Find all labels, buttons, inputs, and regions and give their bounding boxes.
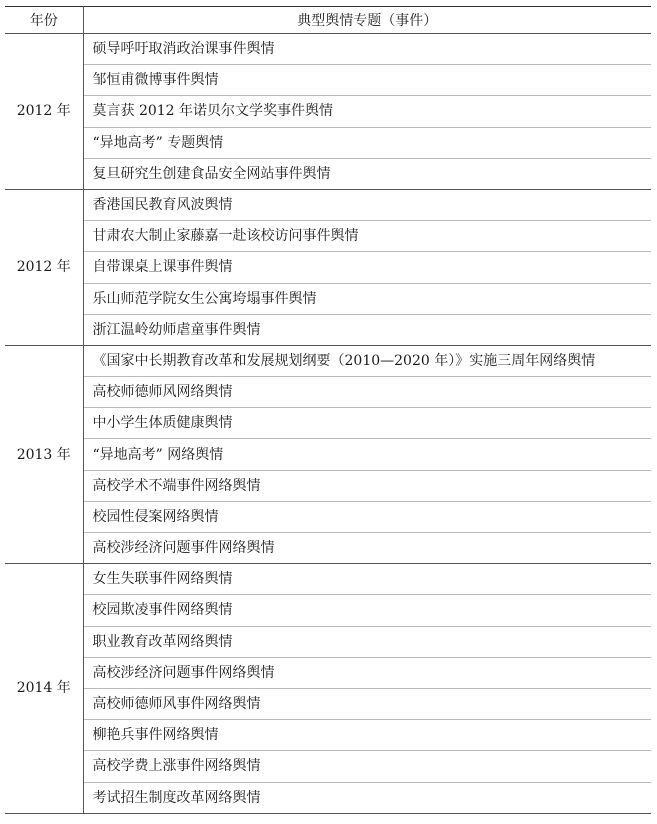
topic-cell: 乐山师范学院女生公寓垮塌事件舆情: [83, 283, 651, 314]
topic-cell: 高校涉经济问题事件网络舆情: [83, 533, 651, 564]
year-cell: 2012 年: [5, 34, 83, 190]
topic-cell: 女生失联事件网络舆情: [83, 564, 651, 595]
table-row: [5, 720, 651, 751]
topic-cell: 校园性侵案网络舆情: [83, 501, 651, 532]
topic-cell: 《国家中长期教育改革和发展规划纲要（2010—2020 年）》实施三周年网络舆情: [83, 345, 651, 376]
table-row: [5, 189, 651, 220]
table-row: [5, 533, 651, 564]
topic-cell: 考试招生制度改革网络舆情: [83, 782, 651, 813]
topic-cell: 柳艳兵事件网络舆情: [83, 720, 651, 751]
table-body: [5, 34, 651, 814]
topic-cell: 中小学生体质健康舆情: [83, 408, 651, 439]
topic-cell: 浙江温岭幼师虐童事件舆情: [83, 314, 651, 345]
header-topic: 典型舆情专题（事件）: [83, 7, 651, 34]
table-row: [5, 626, 651, 657]
table-row: [5, 439, 651, 470]
table-row: [5, 221, 651, 252]
table-row: [5, 345, 651, 376]
topic-cell: 香港国民教育风波舆情: [83, 189, 651, 220]
topic-cell: 莫言获 2012 年诺贝尔文学奖事件舆情: [83, 96, 651, 127]
header-year: 年份: [5, 7, 83, 34]
topic-cell: 职业教育改革网络舆情: [83, 626, 651, 657]
table-row: [5, 96, 651, 127]
table-row: [5, 65, 651, 96]
events-table: [5, 6, 651, 814]
topic-cell: 校园欺凌事件网络舆情: [83, 595, 651, 626]
topic-cell: 高校学术不端事件网络舆情: [83, 470, 651, 501]
topic-cell: “异地高考” 专题舆情: [83, 127, 651, 158]
topic-cell: “异地高考” 网络舆情: [83, 439, 651, 470]
table-row: [5, 657, 651, 688]
topic-cell: 甘肃农大制止家藤嘉一赴该校访问事件舆情: [83, 221, 651, 252]
table-row: [5, 782, 651, 813]
topic-cell: 高校学费上涨事件网络舆情: [83, 751, 651, 782]
table-header: [5, 7, 651, 34]
topic-cell: 高校师德师风事件网络舆情: [83, 688, 651, 719]
table-container: [5, 6, 651, 814]
table-row: [5, 158, 651, 189]
table-row: [5, 377, 651, 408]
table-row: [5, 127, 651, 158]
topic-cell: 复旦研究生创建食品安全网站事件舆情: [83, 158, 651, 189]
year-cell: 2014 年: [5, 564, 83, 814]
topic-cell: 高校师德师风网络舆情: [83, 377, 651, 408]
table-row: [5, 314, 651, 345]
table-row: [5, 595, 651, 626]
table-row: [5, 252, 651, 283]
table-row: [5, 501, 651, 532]
year-cell: 2012 年: [5, 189, 83, 345]
topic-cell: 邹恒甫微博事件舆情: [83, 65, 651, 96]
table-row: [5, 283, 651, 314]
table-row: [5, 688, 651, 719]
topic-cell: 高校涉经济问题事件网络舆情: [83, 657, 651, 688]
table-row: [5, 34, 651, 65]
year-cell: 2013 年: [5, 345, 83, 563]
header-row: [5, 7, 651, 34]
topic-cell: 硕导呼吁取消政治课事件舆情: [83, 34, 651, 65]
table-row: [5, 751, 651, 782]
table-row: [5, 470, 651, 501]
topic-cell: 自带课桌上课事件舆情: [83, 252, 651, 283]
table-row: [5, 564, 651, 595]
table-row: [5, 408, 651, 439]
